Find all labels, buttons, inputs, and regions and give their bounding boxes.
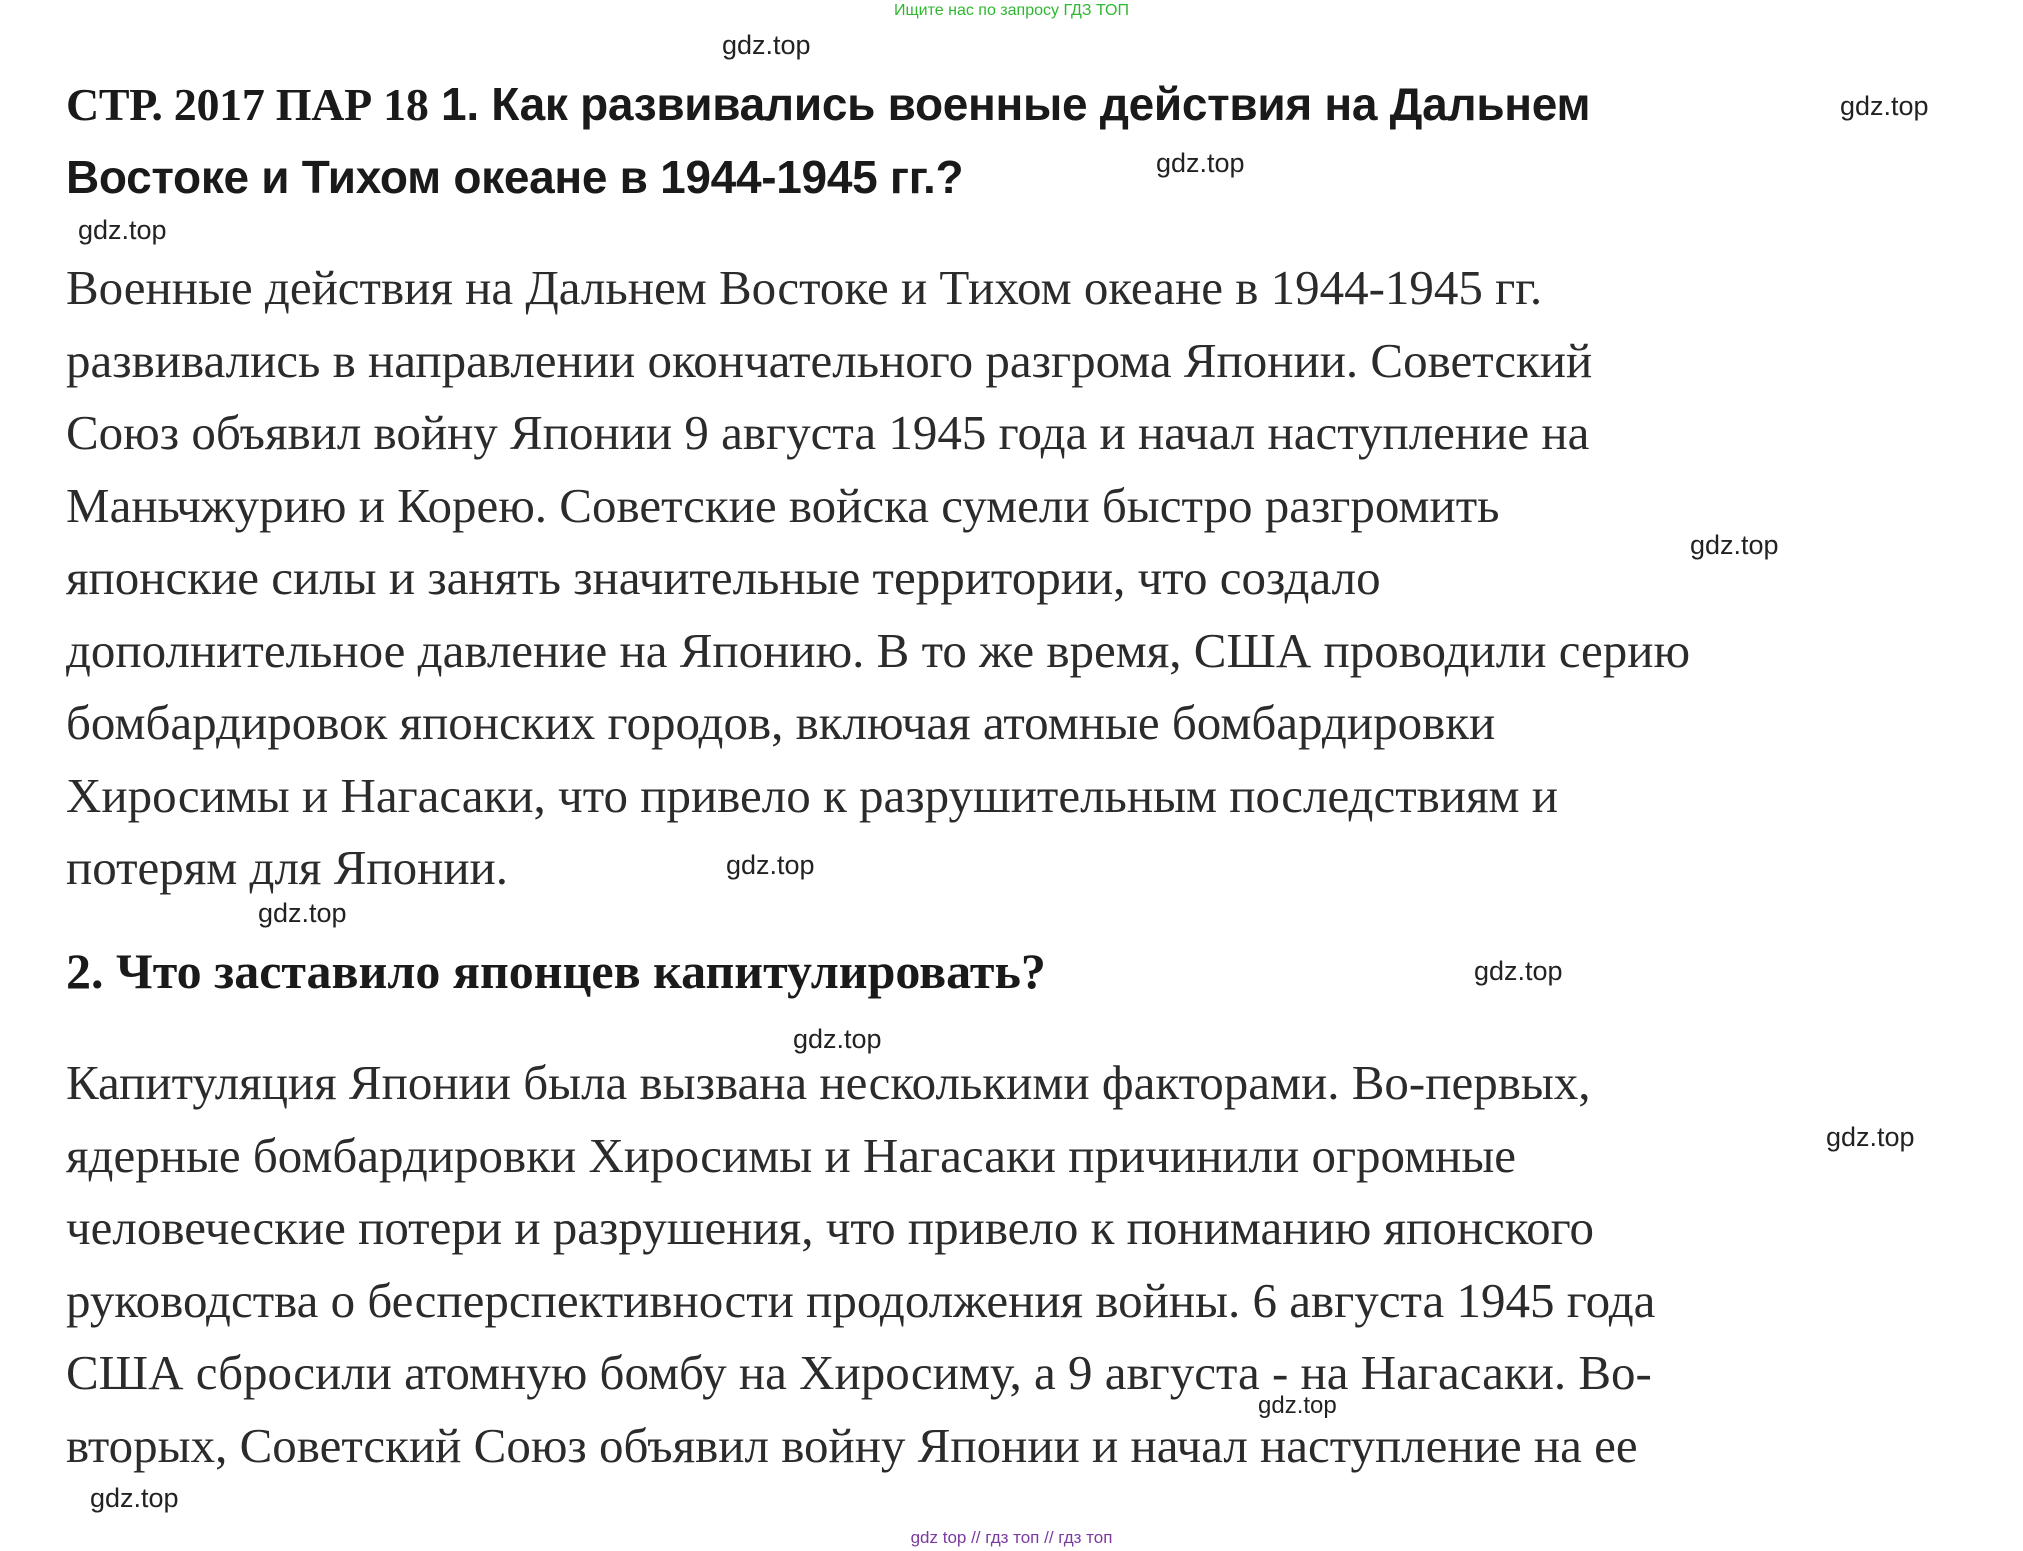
top-banner: Ищите нас по запросу ГДЗ ТОП	[894, 2, 1129, 19]
answer-2-text	[66, 1047, 1655, 1482]
answer-2-line: человеческие потери и разрушения, что привело к пониманию японского	[66, 1200, 1594, 1255]
question-1-heading	[66, 68, 1866, 213]
question-1-title-line-1: 1. Как развивались военные действия на Дальнем	[428, 78, 1591, 130]
question-1-page-ref: СТР. 2017 ПАР 18	[66, 79, 429, 130]
watermark: gdz.top	[78, 215, 167, 245]
watermark: gdz.top	[258, 898, 347, 928]
footer-links: gdz top // гдз топ // гдз топ	[910, 1528, 1113, 1547]
watermark: gdz.top	[1474, 956, 1563, 986]
question-2-heading: 2. Что заставило японцев капитулировать?	[66, 943, 1046, 999]
answer-1-line: бомбардировок японских городов, включая атомные бомбардировки	[66, 695, 1496, 750]
watermark: gdz.top	[1840, 91, 1929, 121]
answer-2-line: вторых, Советский Союз объявил войну Японии и начал наступление на ее	[66, 1417, 1638, 1473]
watermark: gdz.top	[1690, 530, 1779, 560]
watermark: gdz.top	[90, 1483, 179, 1513]
watermark: gdz.top	[726, 850, 815, 880]
answer-2-line: ядерные бомбардировки Хиросимы и Нагасаки причинили огромные	[66, 1127, 1517, 1183]
answer-2-line: США сбросили атомную бомбу на Хиросиму, а 9 августа - на Нагасаки. Во-	[66, 1345, 1652, 1400]
watermark: gdz.top	[793, 1024, 882, 1054]
answer-2-line: Капитуляция Японии была вызвана несколькими факторами. Во-первых,	[66, 1055, 1591, 1110]
answer-1-line: Союз объявил войну Японии 9 августа 1945 года и начал наступление на	[66, 405, 1590, 460]
answer-1-line: дополнительное давление на Японию. В то же время, США проводили серию	[66, 622, 1691, 678]
watermark: gdz.top	[1826, 1122, 1915, 1152]
answer-1-text	[66, 252, 1690, 905]
answer-1-line: развивались в направлении окончательного разгрома Японии. Советский	[66, 332, 1593, 388]
answer-1-line: Маньчжурию и Корею. Советские войска сумели быстро разгромить	[66, 477, 1500, 533]
question-1-title-line-2: Востоке и Тихом океане в 1944-1945 гг.?	[66, 151, 964, 203]
answer-2-line: руководства о бесперспективности продолжения войны. 6 августа 1945 года	[66, 1272, 1656, 1328]
watermark: gdz.top	[1258, 1392, 1337, 1419]
answer-1-line: Военные действия на Дальнем Востоке и Тихом океане в 1944-1945 гг.	[66, 260, 1543, 315]
watermark: gdz.top	[1156, 148, 1245, 178]
answer-1-line: потерям для Японии.	[66, 840, 509, 895]
answer-1-line: Хиросимы и Нагасаки, что привело к разрушительным последствиям и	[66, 767, 1559, 823]
answer-1-line: японские силы и занять значительные территории, что создало	[66, 550, 1381, 605]
watermark: gdz.top	[722, 30, 811, 60]
